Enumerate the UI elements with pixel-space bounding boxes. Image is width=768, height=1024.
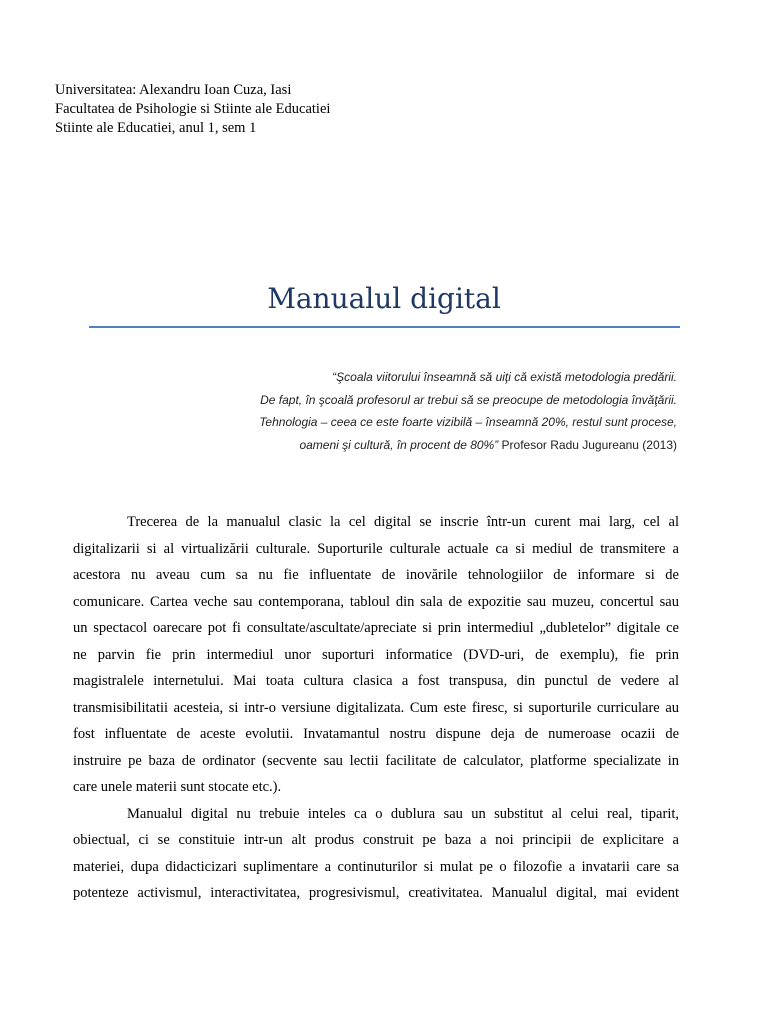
text-line: materiei, dupa didacticizari suplimentare a continuturilor si mulat pe o filozofie a invatarii care sa	[73, 858, 679, 875]
text-line: digitalizarii si al virtualizării culturale. Suporturile culturale actuale ca si mediul de transmitere a	[73, 540, 679, 557]
text-line: Manualul digital nu trebuie inteles ca o dublura sau un substitut al celui real, tiparit,	[127, 805, 679, 822]
text-line: un spectacol oarecare pot fi consultate/ascultate/apreciate si prin intermediul „dubletelor” digitale ce	[73, 620, 679, 636]
text-line: comunicare. Cartea veche sau contemporana, tabloul din sala de expozitie sau muzeu, concertul sau	[73, 593, 679, 610]
quote-author: Profesor Radu Jugureanu (2013)	[498, 437, 677, 452]
body-text	[73, 509, 679, 907]
text-line: acestora nu aveau cum sa nu fie influentate de inovările tehnologiilor de informare si de	[73, 567, 679, 583]
quote-line-2: De fapt, în şcoală profesorul ar trebui să se preocupe de metodologia învăţării.	[260, 392, 677, 407]
document-header	[55, 81, 330, 138]
paragraph-2	[73, 801, 679, 907]
text-line: obiectual, ci se constituie intr-un alt produs construit pe baza a noi principii de explicitare a	[73, 832, 679, 848]
text-line: instruire pe baza de ordinator (secvente sau lectii facilitate de calculator, platforme specializate in	[73, 752, 679, 769]
quote-line-1: “Şcoala viitorului înseamnă să uiţi că există metodologia predării.	[332, 370, 677, 384]
text-line: ne parvin fie prin intermediul unor suporturi informatice (DVD-uri, de exemplu), fie prin	[73, 646, 679, 663]
epigraph-quote	[117, 366, 677, 456]
paragraph-1	[73, 509, 679, 801]
program-line: Stiinte ale Educatiei, anul 1, sem 1	[55, 120, 257, 136]
university-line: Universitatea: Alexandru Ioan Cuza, Iasi	[55, 82, 292, 98]
text-line: potenteze activismul, interactivitatea, progresivismul, creativitatea. Manualul digital, mai evident	[73, 885, 679, 901]
quote-line-4: oameni şi cultură, în procent de 80%” Profesor Radu Jugureanu (2013)	[299, 437, 677, 452]
title-underline	[89, 326, 680, 328]
text-line: transmisibilitatii acesteia, si intr-o versiune digitalizata. Cum este firesc, si suporturile curriculare au	[73, 699, 679, 716]
faculty-line: Facultatea de Psihologie si Stiinte ale Educatiei	[55, 101, 331, 117]
text-line: care unele materii sunt stocate etc.).	[73, 779, 282, 795]
text-line: fost influentate de aceste evolutii. Invatamantul nostru dispune deja de numeroase ocazii de	[73, 726, 679, 742]
text-line: magistralele internetului. Mai toata cultura clasica a fost transpusa, din punctul de vedere al	[73, 673, 679, 689]
quote-line-3: Tehnologia – ceea ce este foarte vizibilă – înseamnă 20%, restul sunt procese,	[259, 415, 677, 429]
document-title: Manualul digital	[267, 282, 501, 315]
text-line: Trecerea de la manualul clasic la cel digital se inscrie într-un curent mai larg, cel al	[127, 514, 679, 530]
